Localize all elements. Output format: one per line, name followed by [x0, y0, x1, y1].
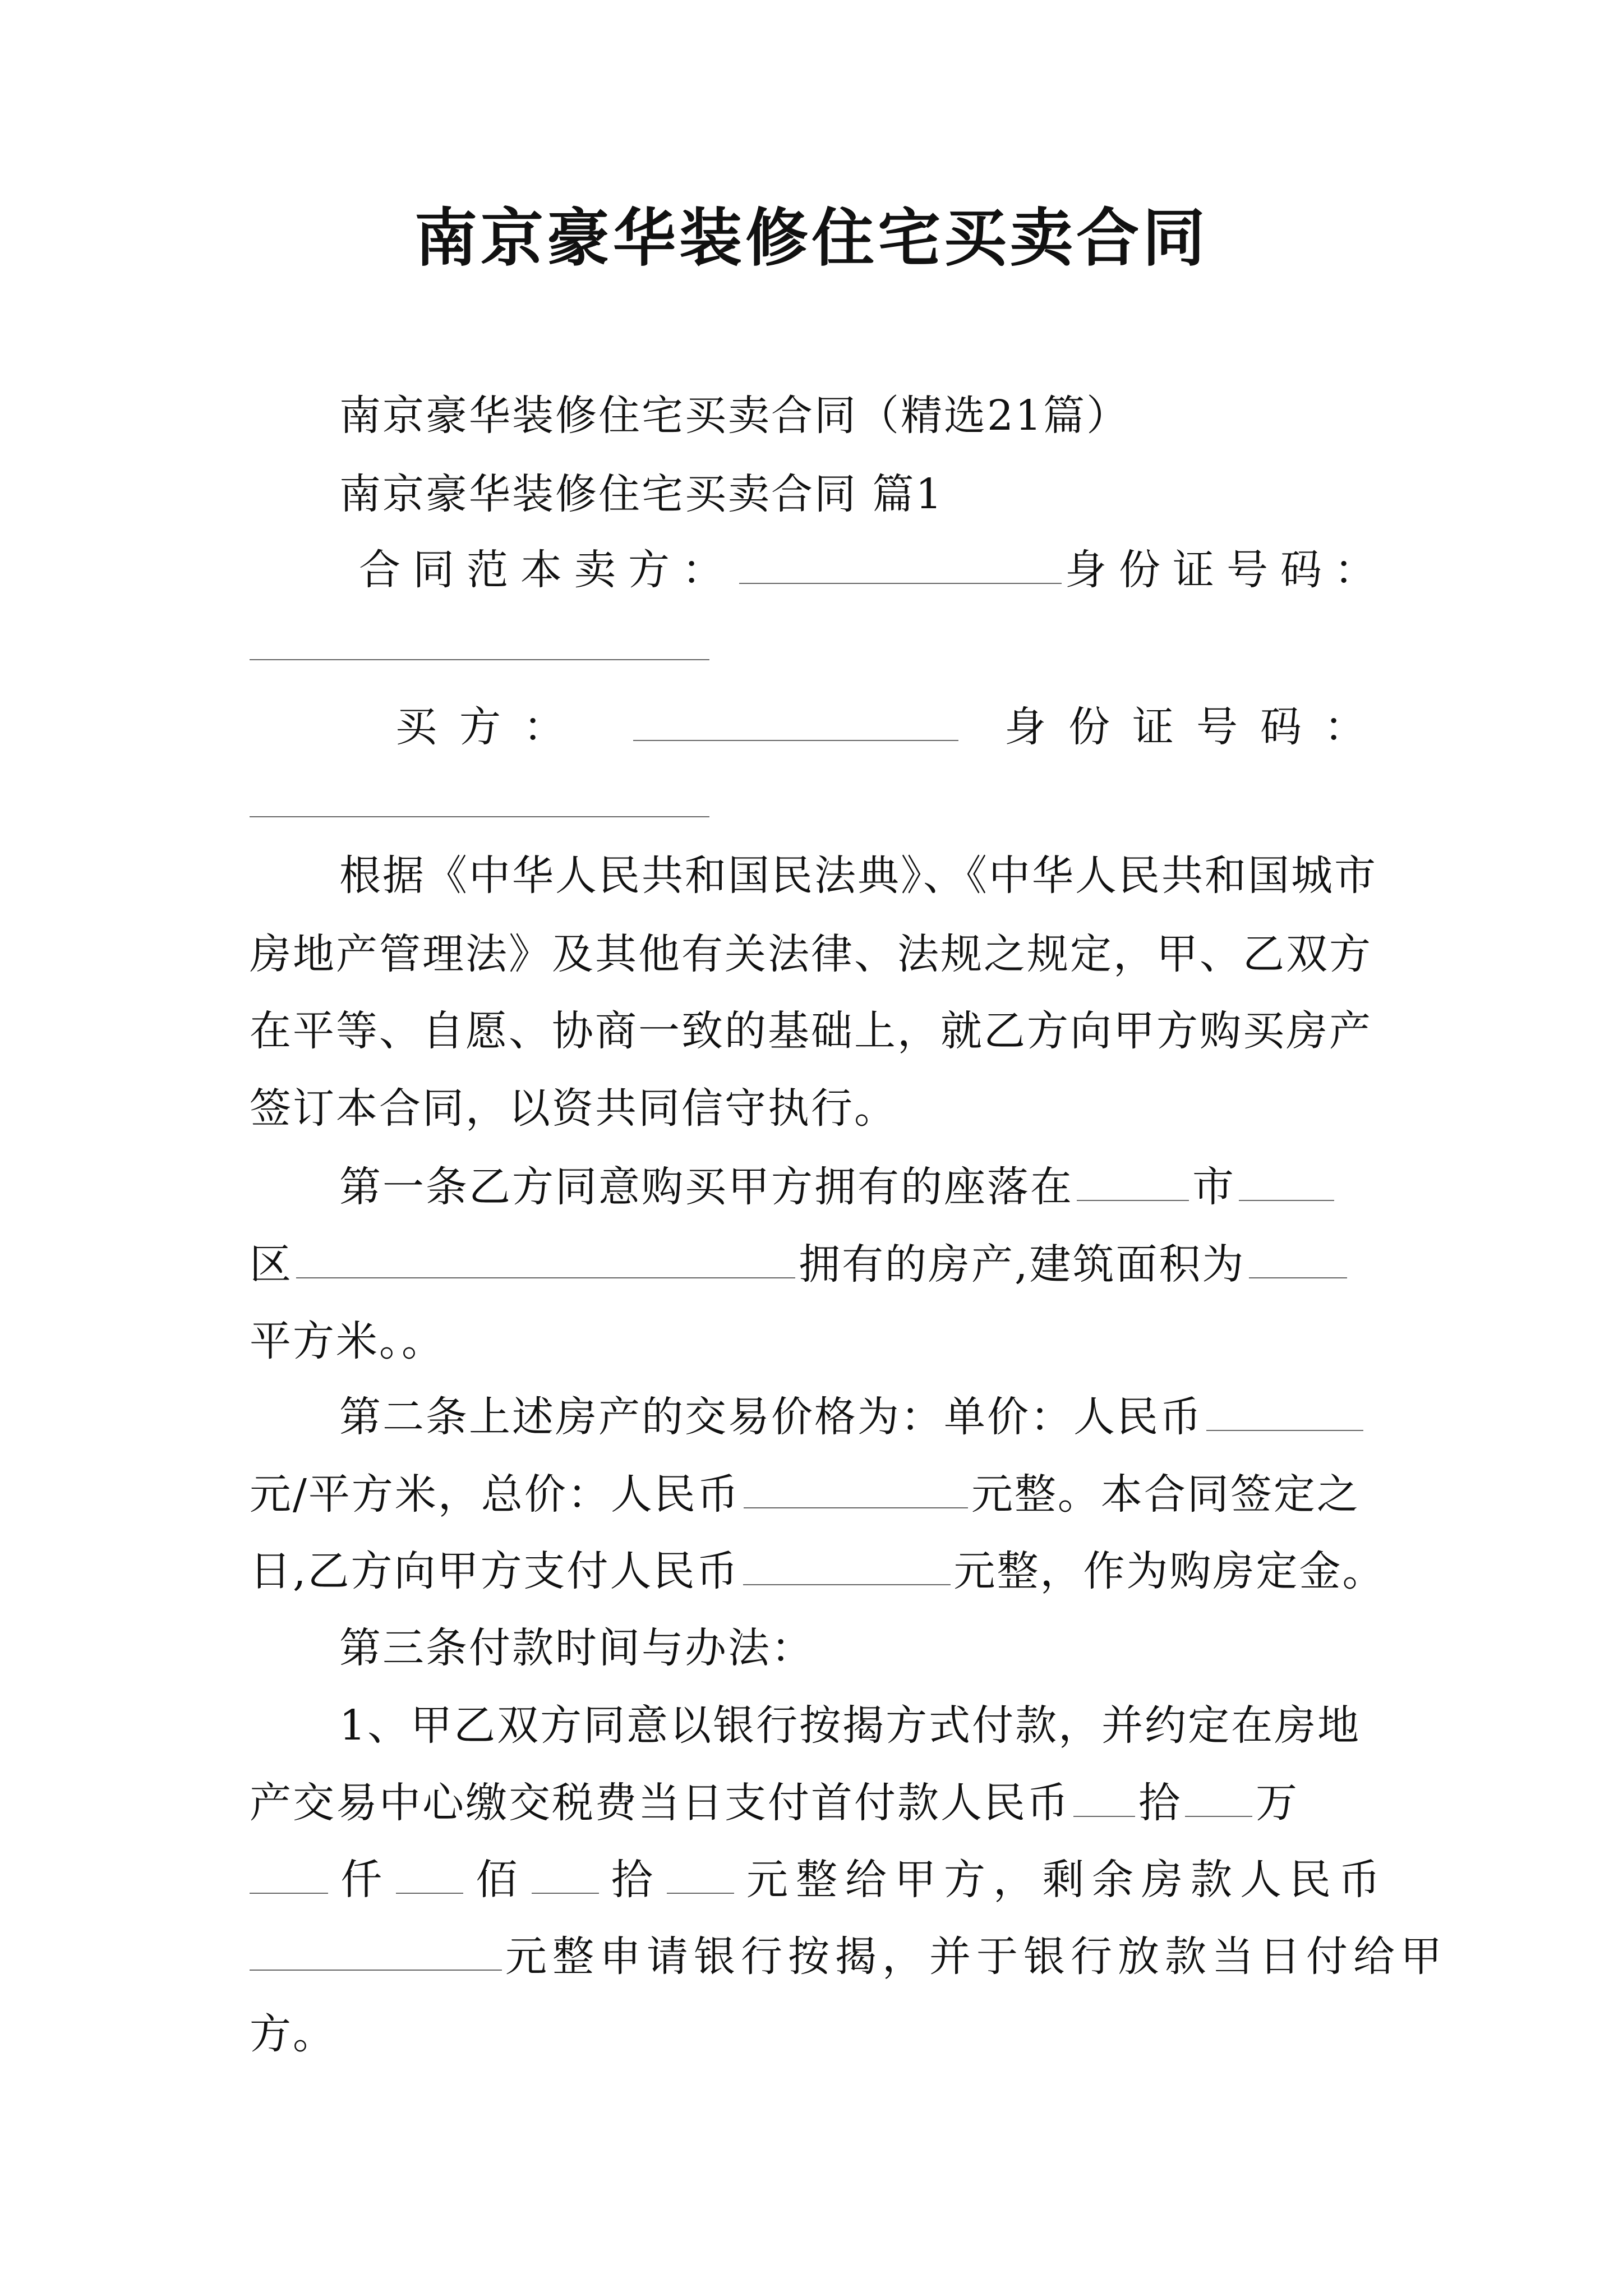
seller-label: 合同范本卖方： [359, 546, 736, 594]
article1-text-d: 拥有的房产,建筑面积为 [799, 1240, 1246, 1289]
article1-district-blank [296, 1243, 795, 1278]
down-payment-tens-blank [532, 1858, 599, 1894]
seller-row [359, 539, 1388, 601]
buyer-id-blank [250, 816, 709, 817]
buyer-name-blank [633, 705, 958, 741]
article2-text-b: 元/平方米，总价：人民币 [250, 1470, 740, 1519]
intro-line-4: 签订本合同，以资共同信守执行。 [250, 1084, 897, 1133]
article3-text-a: 产交易中心缴交税费当日支付首付款人民币 [250, 1779, 1070, 1827]
buyer-id-label: 身份证号码： [1004, 703, 1388, 751]
article1-line-2 [250, 1233, 1388, 1296]
article2-text-a: 第二条上述房产的交易价格为：单价：人民币 [339, 1393, 1203, 1441]
buyer-row [395, 696, 1388, 758]
intro-line-1: 根据《中华人民共和国民法典》、《中华人民共和国城市 [339, 852, 1377, 900]
article3-text-f: 拾 [611, 1856, 654, 1904]
down-payment-ones-blank [667, 1858, 734, 1894]
article2-text-c: 元整。本合同签定之 [971, 1470, 1360, 1519]
article3-item1-line-5: 方。 [250, 2010, 336, 2058]
section-heading: 南京豪华装修住宅买卖合同 篇1 [339, 470, 944, 518]
article2-line-1 [339, 1386, 1388, 1448]
article1-location-blank [1077, 1165, 1189, 1201]
article2-text-d: 日,乙方向甲方支付人民币 [250, 1547, 740, 1595]
down-payment-thousands-blank [250, 1858, 328, 1894]
article1-line-3: 平方米。。 [250, 1317, 445, 1365]
down-payment-ten-thousands-tens-blank [1073, 1781, 1135, 1817]
down-payment-hundreds-blank [396, 1858, 463, 1894]
article3-item1-line-2 [250, 1772, 1388, 1834]
document-subtitle: 南京豪华装修住宅买卖合同（精选21篇） [339, 392, 1130, 440]
remaining-amount-blank [250, 1935, 502, 1971]
article2-line-2 [250, 1463, 1388, 1526]
article1-text-b: 市 [1192, 1163, 1235, 1211]
seller-id-blank [250, 659, 709, 660]
buyer-label: 买方： [395, 703, 587, 751]
article2-text-e: 元整，作为购房定金。 [953, 1547, 1386, 1595]
article1-line-1 [339, 1156, 1388, 1218]
article3-text-g: 元整给甲方，剩余房款人民币 [746, 1856, 1388, 1904]
intro-line-3: 在平等、自愿、协商一致的基础上，就乙方向甲方购买房产 [250, 1007, 1372, 1055]
seller-name-blank [739, 548, 1062, 584]
article3-item1-line-3 [250, 1848, 1388, 1911]
down-payment-ten-thousands-blank [1185, 1781, 1252, 1817]
article3-item1-line-4 [250, 1925, 1447, 1988]
article3-text-h: 元整申请银行按揭，并于银行放款当日付给甲 [505, 1932, 1447, 1981]
article2-deposit-blank [743, 1549, 951, 1585]
article3-text-e: 佰 [476, 1856, 519, 1904]
article3-item1-line-1: 1、甲乙双方同意以银行按揭方式付款，并约定在房地 [339, 1701, 1361, 1750]
article1-text-a: 第一条乙方同意购买甲方拥有的座落在 [339, 1163, 1073, 1211]
seller-id-label: 身份证号码： [1065, 546, 1388, 594]
article3-text-d: 仟 [340, 1856, 384, 1904]
article3-heading: 第三条付款时间与办法： [339, 1624, 814, 1672]
article2-line-3 [250, 1540, 1388, 1603]
article2-unit-price-blank [1206, 1395, 1363, 1431]
article3-text-b: 拾 [1138, 1779, 1182, 1827]
article1-area-blank [1249, 1243, 1347, 1278]
article2-total-price-blank [744, 1473, 968, 1508]
intro-line-2: 房地产管理法》及其他有关法律、法规之规定，甲、乙双方 [250, 930, 1372, 978]
article3-text-c: 万 [1256, 1779, 1299, 1827]
article1-text-c: 区 [250, 1240, 293, 1289]
article1-city-blank [1239, 1165, 1334, 1201]
document-title: 南京豪华装修住宅买卖合同 [414, 201, 1209, 275]
